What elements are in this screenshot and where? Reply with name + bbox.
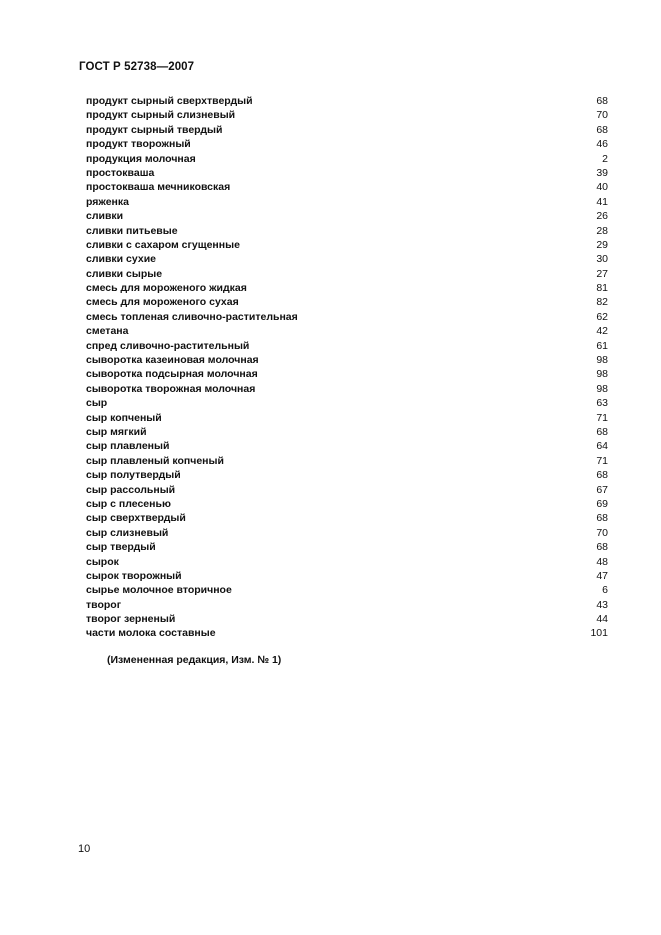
index-term: сыворотка творожная молочная [86, 382, 256, 395]
index-term: творог зерненый [86, 613, 176, 626]
index-page-ref: 26 [596, 210, 608, 223]
index-entry [86, 137, 608, 151]
index-page-ref: 68 [596, 469, 608, 482]
document-header: ГОСТ Р 52738—2007 [79, 61, 195, 73]
index-term: сметана [86, 325, 129, 338]
index-entry [86, 166, 608, 180]
index-entry [86, 411, 608, 425]
index-entry [86, 425, 608, 439]
index-term: сливки сырые [86, 267, 163, 280]
index-page-ref: 67 [596, 483, 608, 496]
index-term: продукт сырный слизневый [86, 109, 236, 122]
index-page-ref: 71 [596, 454, 608, 467]
index-term: части молока составные [86, 627, 216, 640]
index-term: сливки с сахаром сгущенные [86, 238, 240, 251]
page-number: 10 [78, 843, 91, 855]
index-entry [86, 209, 608, 223]
index-entry [86, 94, 608, 108]
index-page-ref: 68 [596, 95, 608, 107]
index-term: сырье молочное вторичное [86, 584, 232, 597]
index-term: сливки [86, 210, 124, 223]
index-entry [86, 454, 608, 468]
index-page-ref: 61 [596, 339, 608, 352]
index-page-ref: 68 [596, 512, 608, 525]
index-entry [86, 540, 608, 554]
index-term: ряженка [86, 195, 129, 208]
index-term: сыр [86, 397, 108, 410]
index-term: сыр твердый [86, 541, 156, 554]
index-term: сливки питьевые [86, 224, 178, 237]
index-term: простокваша [86, 166, 155, 179]
index-entry [86, 612, 608, 626]
index-page-ref: 68 [596, 541, 608, 554]
index-term: сыр рассольный [86, 483, 176, 496]
index-term: продукт сырный сверхтвердый [86, 95, 253, 107]
index-entry [86, 281, 608, 295]
index-entry [86, 339, 608, 353]
index-entry [86, 295, 608, 309]
index-page-ref: 71 [596, 411, 608, 424]
index-page-ref: 46 [596, 138, 608, 151]
index-entry [86, 468, 608, 482]
index-page-ref: 70 [596, 109, 608, 122]
index-entry [86, 583, 608, 597]
index-page-ref: 48 [596, 555, 608, 568]
index-page-ref: 98 [596, 368, 608, 381]
index-term: продукция молочная [86, 152, 196, 165]
index-term: сыр плавленый копченый [86, 454, 224, 467]
index-page-ref: 6 [602, 584, 608, 597]
index-term: сыр слизневый [86, 526, 169, 539]
index-term: продукт творожный [86, 138, 191, 151]
index-entry [86, 152, 608, 166]
index-page-ref: 39 [596, 166, 608, 179]
index-page-ref: 41 [596, 195, 608, 208]
index-entry [86, 324, 608, 338]
index-entry [86, 598, 608, 612]
index-term: сыр сверхтвердый [86, 512, 186, 525]
index-entry [86, 483, 608, 497]
index-page-ref: 47 [596, 569, 608, 582]
index-term: сыр с плесенью [86, 497, 171, 510]
index-page-ref: 28 [596, 224, 608, 237]
index-page-ref: 62 [596, 310, 608, 323]
index-entry [86, 439, 608, 453]
index-term: сливки сухие [86, 253, 156, 266]
index-page-ref: 63 [596, 397, 608, 410]
index-entry [86, 224, 608, 238]
index-entry [86, 252, 608, 266]
index-term: сыр мягкий [86, 425, 147, 438]
index-entry [86, 367, 608, 381]
index-entry [86, 180, 608, 194]
index-page-ref: 70 [596, 526, 608, 539]
index-term: сыворотка подсырная молочная [86, 368, 258, 381]
index-entry [86, 396, 608, 410]
index-page-ref: 44 [596, 613, 608, 626]
index-entry [86, 123, 608, 137]
index-page-ref: 29 [596, 238, 608, 251]
index-entry [86, 310, 608, 324]
index-term: сыворотка казеиновая молочная [86, 354, 259, 367]
index-page-ref: 98 [596, 354, 608, 367]
index-entry [86, 382, 608, 396]
index-term: смесь для мороженого сухая [86, 296, 239, 309]
index-page-ref: 68 [596, 425, 608, 438]
index-page-ref: 64 [596, 440, 608, 453]
index-term: сырок [86, 555, 119, 568]
index-term: сыр плавленый [86, 440, 170, 453]
index-entry [86, 238, 608, 252]
index-term: простокваша мечниковская [86, 181, 231, 194]
index-entry [86, 569, 608, 583]
index-entry [86, 497, 608, 511]
index-page-ref: 43 [596, 598, 608, 611]
index-term: творог [86, 598, 122, 611]
index-page-ref: 69 [596, 497, 608, 510]
index-term: спред сливочно-растительный [86, 339, 250, 352]
index-page-ref: 42 [596, 325, 608, 338]
index-term: сыр копченый [86, 411, 162, 424]
index-entry [86, 555, 608, 569]
index-page-ref: 98 [596, 382, 608, 395]
index-page-ref: 40 [596, 181, 608, 194]
index-page-ref: 2 [602, 152, 608, 165]
index-page-ref: 82 [596, 296, 608, 309]
index-term: смесь топленая сливочно-растительная [86, 310, 298, 323]
subject-index-list [86, 94, 608, 641]
index-entry [86, 626, 608, 640]
index-page-ref: 101 [590, 627, 608, 640]
amendment-note: (Измененная редакция, Изм. № 1) [107, 654, 282, 666]
index-term: смесь для мороженого жидкая [86, 282, 247, 295]
index-page-ref: 30 [596, 253, 608, 266]
index-term: сырок творожный [86, 569, 182, 582]
index-entry [86, 108, 608, 122]
index-term: продукт сырный твердый [86, 123, 223, 136]
index-page-ref: 68 [596, 123, 608, 136]
index-page-ref: 81 [596, 282, 608, 295]
index-page-ref: 27 [596, 267, 608, 280]
index-entry [86, 267, 608, 281]
index-entry [86, 353, 608, 367]
index-term: сыр полутвердый [86, 469, 181, 482]
index-entry [86, 511, 608, 525]
index-entry [86, 526, 608, 540]
index-entry [86, 195, 608, 209]
